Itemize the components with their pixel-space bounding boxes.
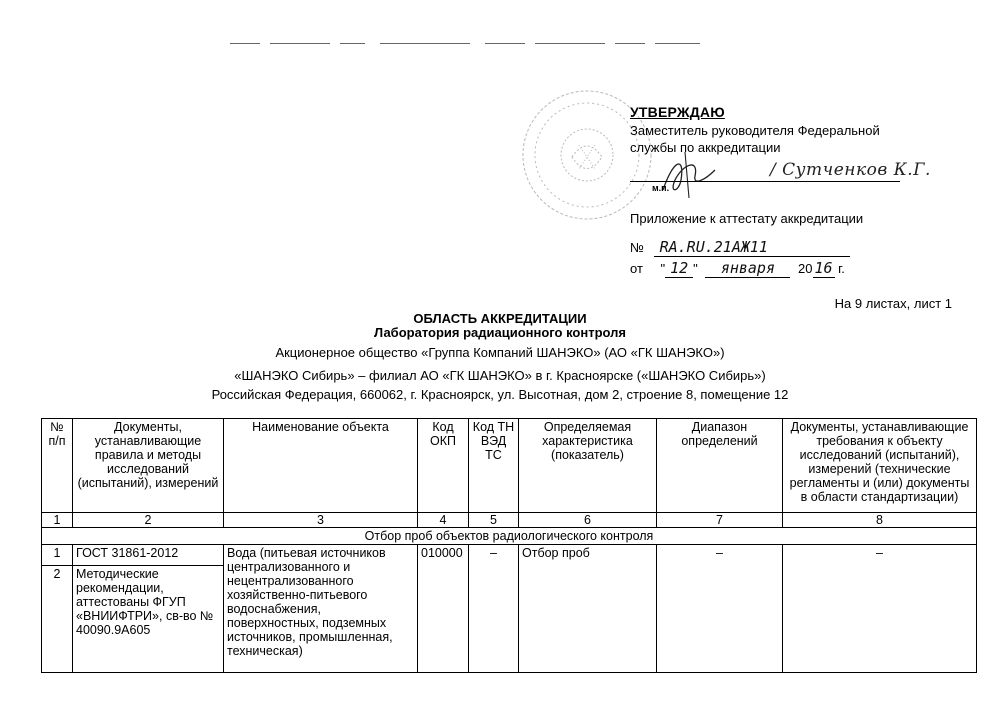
section-row xyxy=(42,528,977,545)
approval-position-line2: службы по аккредитации xyxy=(630,140,781,155)
date-prefix: от xyxy=(630,261,643,276)
year-suffix: 16 xyxy=(814,259,833,277)
accreditation-table xyxy=(41,418,977,673)
organization-branch: «ШАНЭКО Сибирь» – филиал АО «ГК ШАНЭКО» в г. Красноярске («ШАНЭКО Сибирь») xyxy=(234,368,766,383)
certificate-date-row: от " 12 " января 20 16 г. xyxy=(630,259,845,277)
date-month: января xyxy=(705,259,790,278)
certificate-number-row xyxy=(630,238,850,257)
date-day: 12 xyxy=(665,259,693,278)
certificate-number: RA.RU.21АЖ11 xyxy=(654,238,850,257)
column-number: 7 xyxy=(657,513,783,528)
column-number: 2 xyxy=(73,513,224,528)
column-number: 3 xyxy=(224,513,418,528)
header-object-name: Наименование объекта xyxy=(224,419,418,513)
row-method-doc: Методические рекомендации, аттестованы ФГУП «ВНИИФТРИ», св-во № 40090.9А605 xyxy=(73,566,224,673)
row-okp-code: 010000 xyxy=(418,545,469,673)
row-tnved-code: – xyxy=(469,545,519,673)
header-method-docs: Документы, устанавливающие правила и методы исследований (испытаний), измерений xyxy=(73,419,224,513)
row-method-doc: ГОСТ 31861-2012 xyxy=(73,545,224,566)
row-number: 1 xyxy=(42,545,73,566)
approval-title: УТВЕРЖДАЮ xyxy=(630,104,725,120)
column-number: 6 xyxy=(519,513,657,528)
document-subtitle: Лаборатория радиационного контроля xyxy=(374,325,626,340)
column-number: 4 xyxy=(418,513,469,528)
header-tnved-code: Код ТН ВЭД ТС xyxy=(469,419,519,513)
header-characteristic: Определяемая характеристика (показатель) xyxy=(519,419,657,513)
signature-line xyxy=(630,181,900,182)
document-title: ОБЛАСТЬ АККРЕДИТАЦИИ xyxy=(413,311,587,326)
column-number: 5 xyxy=(469,513,519,528)
row-range: – xyxy=(657,545,783,673)
column-number-row xyxy=(42,513,977,528)
header-range: Диапазон определений xyxy=(657,419,783,513)
year-unit: г. xyxy=(838,261,845,276)
year-prefix: 20 xyxy=(798,261,813,276)
approval-position-line1: Заместитель руководителя Федеральной xyxy=(630,123,880,138)
table-header-row xyxy=(42,419,977,513)
header-okp-code: Код ОКП xyxy=(418,419,469,513)
scan-artifact xyxy=(230,43,700,46)
row-number: 2 xyxy=(42,566,73,673)
sheet-counter: На 9 листах, лист 1 xyxy=(834,296,952,311)
organization-name: Акционерное общество «Группа Компаний ШАНЭКО» (АО «ГК ШАНЭКО») xyxy=(275,345,725,360)
column-number: 1 xyxy=(42,513,73,528)
table-row xyxy=(42,545,977,566)
row-object-name: Вода (питьевая источников централизованного и нецентрализованного хозяйственно-питьевого водоснабжения, поверхностных, подземных источников, промышленная, техническая) xyxy=(224,545,418,673)
header-requirement-docs: Документы, устанавливающие требования к объекту исследований (испытаний), измерений (технические регламенты и (или) документы в области стандартизации) xyxy=(783,419,977,513)
number-prefix: № xyxy=(630,240,644,255)
section-title: Отбор проб объектов радиологического контроля xyxy=(42,528,977,545)
signatory-name: / Сутченков К.Г. xyxy=(770,160,931,180)
appendix-text: Приложение к аттестату аккредитации xyxy=(630,211,864,226)
column-number: 8 xyxy=(783,513,977,528)
header-number: № п/п xyxy=(42,419,73,513)
organization-address: Российская Федерация, 660062, г. Красноярск, ул. Высотная, дом 2, строение 8, помещение 12 xyxy=(211,387,789,402)
row-characteristic: Отбор проб xyxy=(519,545,657,673)
stamp-place-label: м.п. xyxy=(652,183,670,193)
row-requirement-docs: – xyxy=(783,545,977,673)
